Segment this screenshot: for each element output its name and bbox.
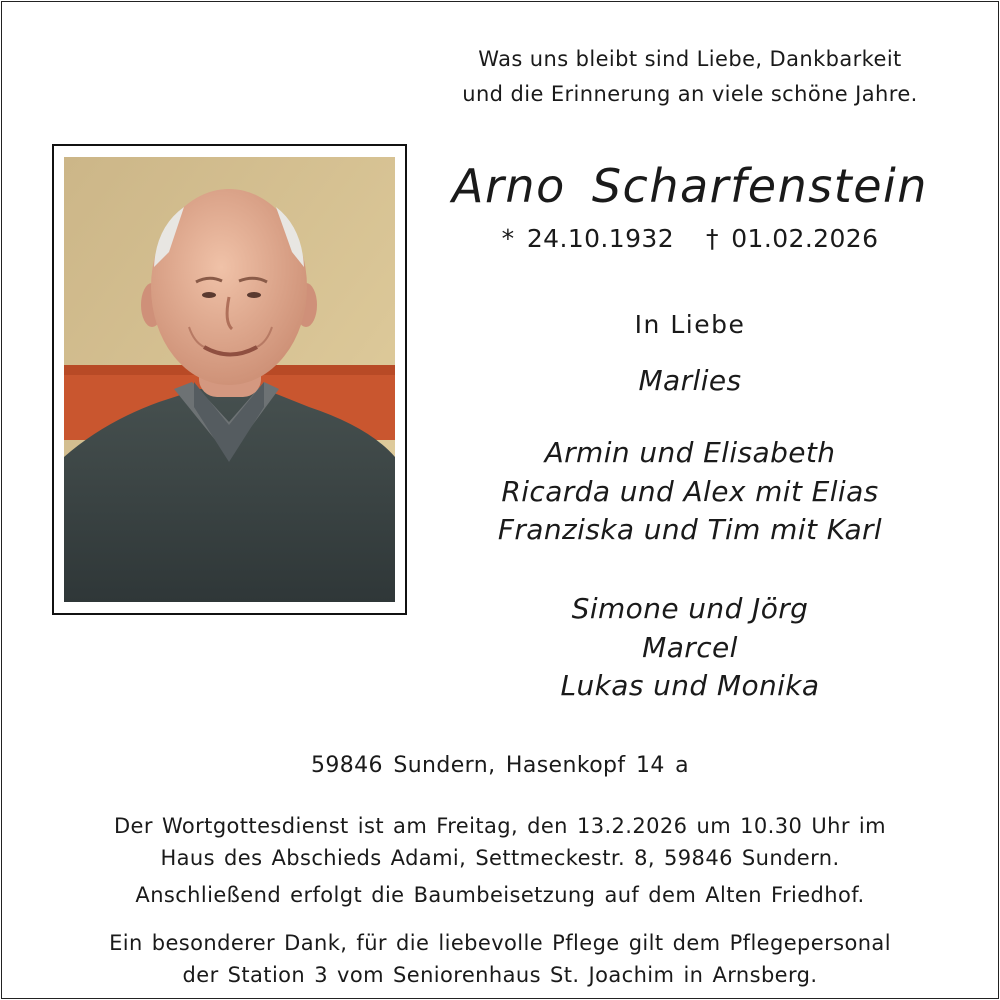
thanks-info <box>0 927 1000 991</box>
in-love-heading: In Liebe <box>634 310 746 339</box>
service-line: Haus des Abschieds Adami, Settmeckestr. 8, 59846 Sundern. <box>160 846 840 870</box>
portrait-photo <box>64 157 395 602</box>
mourner-line: Marlies <box>638 364 742 397</box>
death-date: † 01.02.2026 <box>706 224 879 253</box>
motto-line: Was uns bleibt sind Liebe, Dankbarkeit <box>478 47 902 71</box>
mourners-group-2 <box>440 434 940 550</box>
address: 59846 Sundern, Hasenkopf 14 a <box>310 753 690 778</box>
deceased-name: Arno Scharfenstein <box>452 159 928 213</box>
burial-info: Anschließend erfolgt die Baumbeisetzung auf dem Alten Friedhof. <box>135 883 865 907</box>
mourner-line: Armin und Elisabeth <box>544 436 836 469</box>
motto <box>440 42 940 112</box>
mourners-group-3 <box>440 590 940 706</box>
thanks-line: der Station 3 vom Seniorenhaus St. Joachim in Arnsberg. <box>182 963 818 987</box>
motto-line: und die Erinnerung an viele schöne Jahre. <box>462 82 918 106</box>
portrait-frame <box>52 144 407 615</box>
mourner-line: Simone und Jörg <box>571 592 809 625</box>
mourner-line: Lukas und Monika <box>560 669 820 702</box>
life-dates <box>440 222 940 256</box>
mourner-line: Ricarda und Alex mit Elias <box>501 474 879 508</box>
thanks-line: Ein besonderer Dank, für die liebevolle Pflege gilt dem Pflegepersonal <box>109 931 891 955</box>
mourner-line: Marcel <box>642 630 738 664</box>
birth-date: * 24.10.1932 <box>501 224 674 253</box>
service-info <box>0 810 1000 874</box>
service-line: Der Wortgottesdienst ist am Freitag, den 13.2.2026 um 10.30 Uhr im <box>113 814 887 838</box>
mourners-group-1 <box>440 362 940 401</box>
mourner-line: Franziska und Tim mit Karl <box>497 513 883 546</box>
